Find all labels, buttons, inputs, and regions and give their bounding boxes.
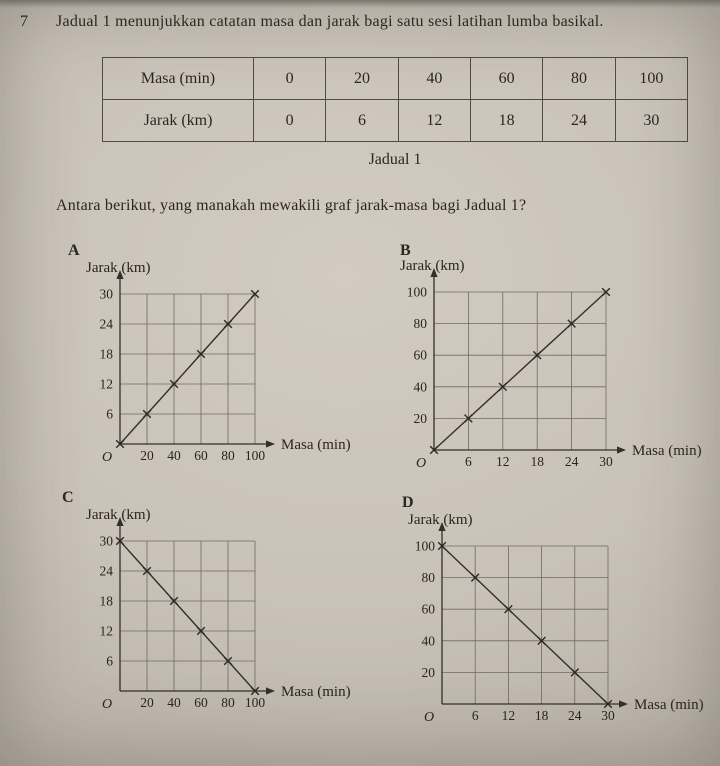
svg-text:O: O — [101, 697, 113, 712]
graph-c — [56, 505, 368, 727]
svg-text:40: 40 — [167, 695, 181, 710]
svg-text:20: 20 — [413, 410, 427, 426]
svg-text:40: 40 — [167, 448, 181, 463]
option-label-c: C — [62, 489, 74, 506]
svg-text:100: 100 — [414, 538, 435, 554]
option-label-a: A — [68, 242, 80, 259]
question-row — [20, 13, 712, 31]
svg-text:O: O — [415, 456, 427, 471]
svg-text:30: 30 — [99, 286, 113, 302]
svg-text:60: 60 — [421, 601, 435, 617]
svg-text:30: 30 — [601, 708, 615, 723]
table-row-jarak — [103, 100, 688, 142]
svg-text:40: 40 — [421, 633, 435, 649]
svg-text:Masa (min): Masa (min) — [281, 684, 351, 700]
cell-jarak-1: 6 — [326, 100, 398, 142]
svg-text:60: 60 — [194, 695, 208, 710]
svg-text:Jarak (km): Jarak (km) — [86, 507, 151, 523]
cell-jarak-0: 0 — [254, 100, 326, 142]
svg-text:18: 18 — [99, 593, 113, 609]
svg-text:6: 6 — [465, 454, 472, 469]
graph-d — [386, 510, 718, 745]
svg-text:24: 24 — [564, 454, 579, 469]
svg-text:6: 6 — [471, 708, 479, 723]
svg-text:100: 100 — [244, 448, 266, 463]
cell-masa-5: 100 — [615, 58, 687, 100]
svg-text:12: 12 — [99, 376, 113, 392]
svg-text:20: 20 — [140, 695, 154, 710]
svg-text:6: 6 — [106, 653, 113, 669]
svg-text:O: O — [101, 450, 113, 465]
svg-text:30: 30 — [99, 533, 113, 549]
svg-text:80: 80 — [221, 695, 235, 710]
svg-text:20: 20 — [140, 448, 154, 463]
graph-a — [56, 258, 368, 480]
svg-text:Jarak (km): Jarak (km) — [408, 512, 473, 528]
row-label-jarak: Jarak (km) — [103, 100, 254, 142]
cell-masa-0: 0 — [254, 58, 326, 100]
jadual-table — [102, 57, 688, 142]
option-label-b: B — [400, 242, 411, 259]
svg-text:18: 18 — [99, 346, 113, 362]
graph-b — [386, 256, 718, 486]
svg-text:100: 100 — [406, 284, 427, 300]
option-label-d: D — [402, 494, 414, 511]
cell-jarak-5: 30 — [615, 100, 687, 142]
cell-masa-3: 60 — [470, 58, 542, 100]
question-text: Jadual 1 menunjukkan catatan masa dan jarak bagi satu sesi latihan lumba basikal. — [56, 13, 604, 30]
cell-masa-1: 20 — [326, 58, 398, 100]
question-number: 7 — [20, 13, 28, 30]
svg-text:80: 80 — [421, 570, 435, 586]
svg-text:80: 80 — [221, 448, 235, 463]
svg-text:24: 24 — [568, 708, 582, 723]
svg-text:12: 12 — [496, 454, 510, 469]
svg-text:Masa (min): Masa (min) — [632, 443, 702, 459]
table-row-masa — [103, 58, 688, 100]
table-caption: Jadual 1 — [368, 151, 422, 168]
svg-text:20: 20 — [421, 664, 435, 680]
svg-text:30: 30 — [599, 454, 613, 469]
svg-text:60: 60 — [194, 448, 208, 463]
cell-jarak-4: 24 — [543, 100, 615, 142]
cell-masa-2: 40 — [398, 58, 470, 100]
svg-text:Masa (min): Masa (min) — [634, 697, 704, 713]
scan-shadow — [0, 0, 720, 8]
svg-text:Jarak (km): Jarak (km) — [400, 258, 465, 274]
cell-jarak-3: 18 — [470, 100, 542, 142]
svg-text:18: 18 — [530, 454, 544, 469]
svg-text:12: 12 — [99, 623, 113, 639]
cell-masa-4: 80 — [543, 58, 615, 100]
svg-text:40: 40 — [413, 379, 427, 395]
question-prompt: Antara berikut, yang manakah mewakili graf jarak-masa bagi Jadual 1? — [56, 197, 527, 214]
svg-text:6: 6 — [106, 406, 113, 422]
svg-text:Jarak (km): Jarak (km) — [86, 260, 151, 276]
svg-text:O: O — [423, 710, 435, 725]
row-label-masa: Masa (min) — [103, 58, 254, 100]
svg-text:24: 24 — [99, 316, 113, 332]
cell-jarak-2: 12 — [398, 100, 470, 142]
svg-text:24: 24 — [99, 563, 113, 579]
svg-text:18: 18 — [534, 708, 549, 723]
svg-text:80: 80 — [413, 316, 427, 332]
svg-text:Masa (min): Masa (min) — [281, 437, 351, 453]
jadual-table-wrap — [102, 57, 688, 142]
svg-text:60: 60 — [413, 347, 427, 363]
svg-text:100: 100 — [244, 695, 266, 710]
svg-text:12: 12 — [501, 708, 516, 723]
